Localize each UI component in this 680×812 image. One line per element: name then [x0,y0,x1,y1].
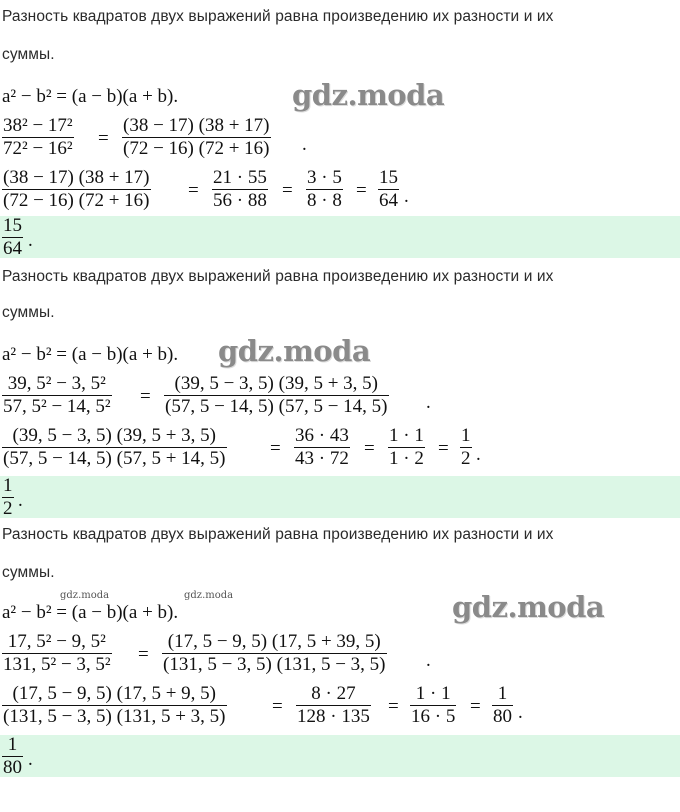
answer-fraction [2,735,23,777]
fraction [388,426,425,469]
fraction [378,168,399,211]
denominator: (57, 5 − 14, 5) (57, 5 + 14, 5) [3,448,226,469]
denominator: 16 · 5 [411,706,456,727]
watermark: gdz.moda [452,590,605,624]
fraction [460,426,472,469]
fraction [2,632,112,675]
fraction [2,168,151,211]
fraction [2,116,74,159]
period: . [302,134,307,155]
fraction [2,684,227,727]
period: . [426,650,431,671]
numerator: 1 [497,683,508,704]
fraction [306,168,343,211]
numerator: 38² − 17² [3,115,73,136]
fraction [2,374,112,417]
denominator: 57, 5² − 14, 5² [3,396,111,417]
equals-sign: = [98,128,109,149]
identity-formula: a² − b² = (a − b)(a + b). [2,602,179,623]
denominator: 56 · 88 [213,190,267,211]
numerator: (17, 5 − 9, 5) (17, 5 + 39, 5) [167,631,381,652]
answer-box [0,735,680,777]
watermark-small: gdz.moda [60,590,110,601]
equals-sign: = [356,180,367,201]
equals-sign: = [364,438,375,459]
equals-sign: = [140,386,151,407]
equals-sign: = [270,438,281,459]
numerator: (39, 5 − 3, 5) (39, 5 + 3, 5) [174,373,378,394]
equals-sign: = [282,180,293,201]
period: . [426,392,431,413]
period: . [28,749,33,770]
answer-denominator: 2 [3,498,13,518]
equals-sign: = [388,696,399,717]
numerator: (38 − 17) (38 + 17) [123,115,270,136]
denominator: 8 · 8 [307,190,342,211]
denominator: (72 − 16) (72 + 16) [123,138,270,159]
numerator: (39, 5 − 3, 5) (39, 5 + 3, 5) [12,425,216,446]
fraction [492,684,513,727]
answer-denominator: 80 [3,757,22,777]
answer-fraction [2,476,14,518]
denominator: 2 [461,448,471,469]
period: . [18,490,23,511]
denominator: (131, 5 − 3, 5) (131, 5 − 3, 5) [163,654,386,675]
numerator: (38 − 17) (38 + 17) [3,167,150,188]
statement-text-cont: суммы. [2,564,55,581]
answer-box [0,476,680,518]
answer-numerator: 15 [3,216,22,236]
denominator: 131, 5² − 3, 5² [3,654,111,675]
answer-denominator: 64 [3,238,22,258]
period: . [28,230,33,251]
denominator: 43 · 72 [295,448,349,469]
identity-formula: a² − b² = (a − b)(a + b). [2,86,179,107]
denominator: (57, 5 − 14, 5) (57, 5 − 14, 5) [165,396,388,417]
numerator: 36 · 43 [295,425,349,446]
watermark-small: gdz.moda [184,590,234,601]
denominator: (72 − 16) (72 + 16) [3,190,150,211]
fraction [162,632,387,675]
numerator: 39, 5² − 3, 5² [7,373,106,394]
numerator: (17, 5 − 9, 5) (17, 5 + 9, 5) [12,683,216,704]
fraction [212,168,268,211]
fraction [294,426,350,469]
numerator: 17, 5² − 9, 5² [7,631,106,652]
denominator: (131, 5 − 3, 5) (131, 5 + 3, 5) [3,706,226,727]
numerator: 8 · 27 [311,683,356,704]
fraction [164,374,389,417]
watermark: gdz.moda [218,334,371,368]
denominator: 1 · 2 [389,448,424,469]
fraction [410,684,456,727]
equals-sign: = [470,696,481,717]
statement-text-cont: суммы. [2,46,55,63]
watermark: gdz.moda [292,78,445,112]
answer-fraction [2,216,23,258]
answer-numerator: 1 [3,476,13,496]
denominator: 72² − 16² [3,138,73,159]
equals-sign: = [188,180,199,201]
numerator: 3 · 5 [307,167,342,188]
denominator: 128 · 135 [297,706,370,727]
period: . [404,186,409,207]
statement-text-cont: суммы. [2,304,55,321]
answer-numerator: 1 [7,735,18,755]
equals-sign: = [272,696,283,717]
numerator: 1 · 1 [415,683,451,704]
period: . [476,444,481,465]
period: . [518,702,523,723]
numerator: 1 [461,425,471,446]
identity-formula: a² − b² = (a − b)(a + b). [2,344,179,365]
denominator: 80 [493,706,512,727]
numerator: 1 · 1 [389,425,424,446]
equals-sign: = [138,644,149,665]
fraction [122,116,271,159]
statement-text: Разность квадратов двух выражений равна произведению их разности и их [2,8,554,25]
statement-text: Разность квадратов двух выражений равна произведению их разности и их [2,268,554,285]
statement-text: Разность квадратов двух выражений равна произведению их разности и их [2,526,554,543]
equals-sign: = [438,438,449,459]
numerator: 15 [379,167,398,188]
numerator: 21 · 55 [213,167,267,188]
answer-box [0,216,680,258]
denominator: 64 [379,190,398,211]
fraction [296,684,371,727]
fraction [2,426,227,469]
